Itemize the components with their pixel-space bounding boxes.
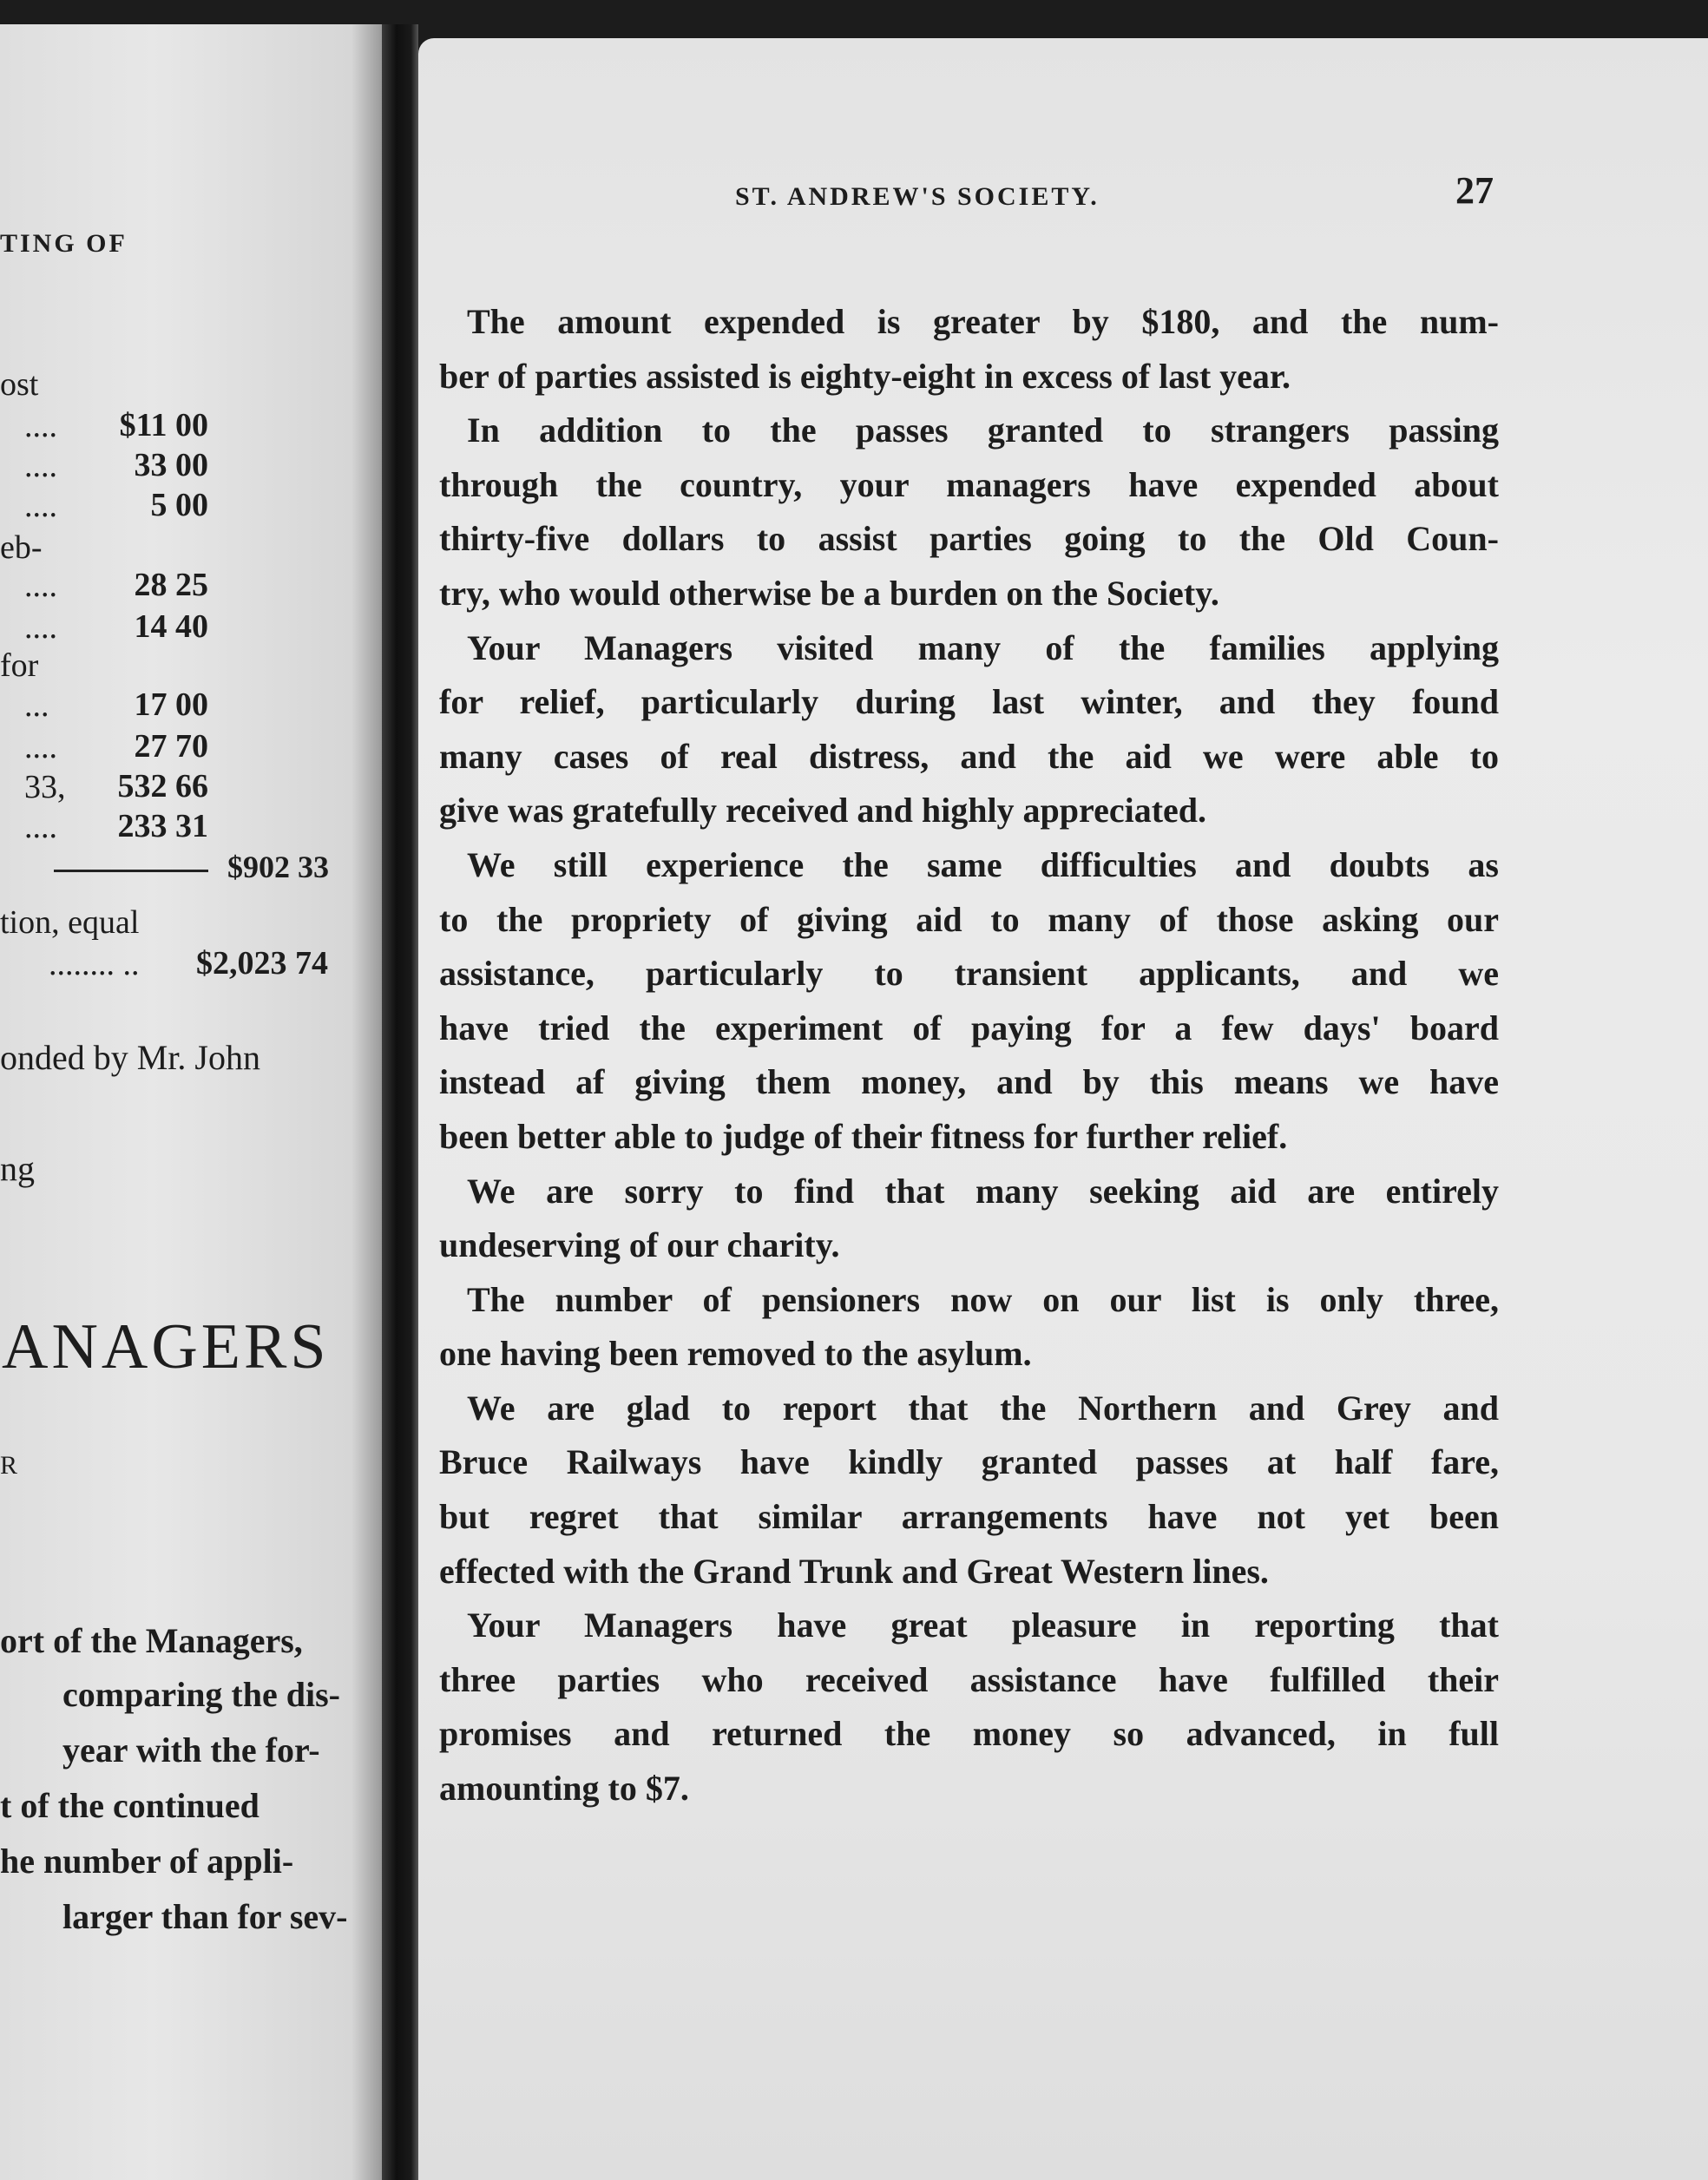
ledger-line-text: .... bbox=[24, 448, 57, 484]
book-gutter bbox=[382, 24, 418, 2180]
left-r-line: R bbox=[0, 1451, 18, 1480]
left-para-line: he number of appli- bbox=[0, 1842, 294, 1881]
text-line: many cases of real distress, and the aid we were able to bbox=[439, 736, 1499, 776]
left-dots: ........ .. bbox=[49, 946, 140, 982]
text-line: try, who would otherwise be a burden on the Society. bbox=[439, 573, 1219, 613]
text-line: The amount expended is greater by $180, and the num- bbox=[467, 302, 1499, 341]
right-page bbox=[418, 38, 1708, 2180]
paragraph bbox=[418, 404, 1499, 621]
ledger-line-text: .... bbox=[24, 408, 57, 444]
left-total: $2,023 74 bbox=[196, 945, 328, 982]
ledger-line-text: .... bbox=[24, 609, 57, 646]
subtotal-rule bbox=[54, 870, 208, 872]
text-line: give was gratefully received and highly appreciated. bbox=[439, 791, 1207, 831]
ledger-line-text: for bbox=[0, 647, 39, 684]
paragraph bbox=[418, 1599, 1499, 1816]
text-line: but regret that similar arrangements have not yet been bbox=[439, 1497, 1499, 1537]
text-line: for relief, particularly during last winter, and they found bbox=[439, 682, 1499, 722]
left-running-head: TING OF bbox=[0, 229, 128, 258]
left-seconded-line: onded by Mr. John bbox=[0, 1038, 260, 1077]
text-line: to the propriety of giving aid to many of those asking our bbox=[439, 899, 1499, 939]
text-line: Your Managers have great pleasure in reporting that bbox=[467, 1605, 1499, 1645]
paragraph bbox=[418, 838, 1499, 1165]
ledger-amount: 233 31 bbox=[117, 808, 208, 844]
ledger-amount: 28 25 bbox=[134, 567, 208, 603]
left-para-line: year with the for- bbox=[62, 1730, 320, 1770]
ledger-amount: 5 00 bbox=[150, 487, 208, 523]
ledger-amount: $11 00 bbox=[119, 407, 208, 443]
ledger-line-text: .... bbox=[24, 488, 57, 524]
left-big-heading: ANAGERS bbox=[2, 1311, 330, 1382]
text-line: through the country, your managers have expended about bbox=[439, 464, 1499, 504]
ledger-amount: 14 40 bbox=[134, 608, 208, 645]
ledger-line-text: .... bbox=[24, 809, 57, 845]
ledger-amount: 532 66 bbox=[117, 768, 208, 804]
text-line: In addition to the passes granted to strangers passing bbox=[467, 410, 1499, 450]
paragraph bbox=[418, 1382, 1499, 1599]
ledger-line-text: eb- bbox=[0, 529, 43, 566]
paragraph bbox=[418, 1273, 1499, 1382]
left-para-line: t of the continued bbox=[0, 1786, 259, 1825]
text-line: promises and returned the money so advanced, in full bbox=[439, 1714, 1499, 1754]
text-line: amounting to $7. bbox=[439, 1769, 689, 1809]
ledger-line-text: ... bbox=[24, 687, 49, 724]
text-line: We are sorry to find that many seeking aid are entirely bbox=[467, 1171, 1499, 1211]
left-ng-line: ng bbox=[0, 1149, 35, 1188]
ledger-line-text: 33, bbox=[24, 769, 66, 805]
paragraph bbox=[418, 621, 1499, 838]
left-para-line: larger than for sev- bbox=[62, 1897, 348, 1936]
text-line: effected with the Grand Trunk and Great Western lines. bbox=[439, 1551, 1269, 1591]
ledger-amount: 33 00 bbox=[134, 447, 208, 483]
text-line: have tried the experiment of paying for a few days' board bbox=[439, 1008, 1499, 1047]
text-line: three parties who received assistance have fulfilled their bbox=[439, 1659, 1499, 1699]
text-line: We still experience the same difficulties and doubts as bbox=[467, 844, 1499, 884]
text-line: been better able to judge of their fitness for further relief. bbox=[439, 1116, 1288, 1156]
ledger-line-text: .... bbox=[24, 568, 57, 604]
text-line: thirty-five dollars to assist parties going to the Old Coun- bbox=[439, 519, 1499, 559]
ledger-line-text: .... bbox=[24, 729, 57, 765]
left-equal-line: tion, equal bbox=[0, 904, 140, 941]
left-subtotal: $902 33 bbox=[227, 850, 329, 884]
left-para-line: comparing the dis- bbox=[62, 1675, 340, 1714]
text-line: Your Managers visited many of the families applying bbox=[467, 627, 1499, 667]
ledger-amount: 17 00 bbox=[134, 686, 208, 723]
text-line: ber of parties assisted is eighty-eight in excess of last year. bbox=[439, 356, 1291, 396]
paragraph bbox=[418, 1165, 1499, 1273]
text-line: assistance, particularly to transient applicants, and we bbox=[439, 954, 1499, 994]
left-para-line: ort of the Managers, bbox=[0, 1621, 303, 1660]
text-line: instead af giving them money, and by this means we have bbox=[439, 1062, 1499, 1102]
text-line: The number of pensioners now on our list is only three, bbox=[467, 1279, 1499, 1319]
ledger-amount: 27 70 bbox=[134, 728, 208, 765]
running-head: ST. ANDREW'S SOCIETY. bbox=[735, 182, 1100, 211]
text-line: undeserving of our charity. bbox=[439, 1225, 840, 1265]
text-line: We are glad to report that the Northern and Grey and bbox=[467, 1388, 1499, 1428]
text-line: one having been removed to the asylum. bbox=[439, 1334, 1032, 1374]
left-page bbox=[0, 24, 382, 2180]
ledger-line-text: ost bbox=[0, 366, 39, 403]
text-line: Bruce Railways have kindly granted passes at half fare, bbox=[439, 1442, 1499, 1482]
page-number: 27 bbox=[1455, 169, 1494, 212]
paragraph bbox=[418, 295, 1499, 404]
body-text bbox=[418, 295, 1499, 1816]
